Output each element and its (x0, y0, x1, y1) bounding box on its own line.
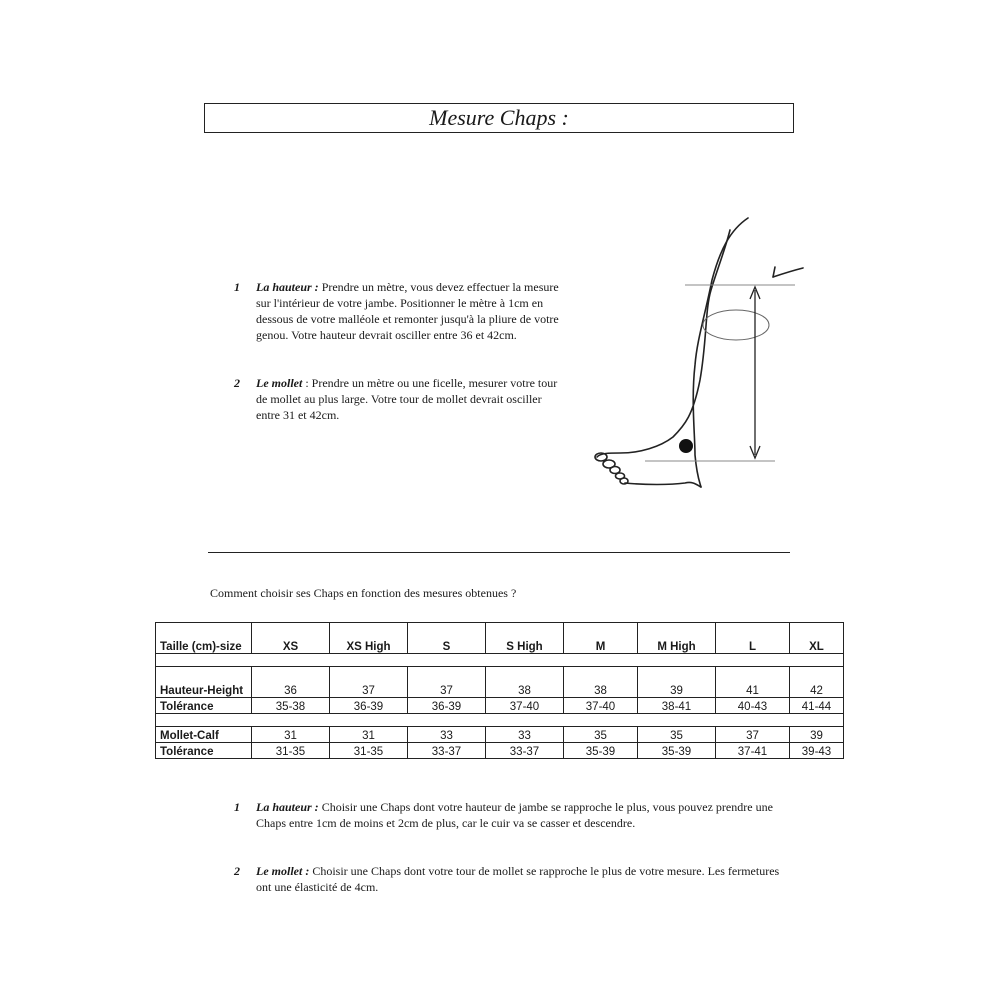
height-cell: 38 (564, 667, 638, 698)
calf-cell: 33 (486, 727, 564, 743)
leg-front-outline (597, 230, 730, 457)
height-tolerance-row (156, 698, 844, 714)
instruction-text: Choisir une Chaps dont votre tour de mollet se rapproche le plus de votre mesure. Les fermetures ont une élasticité de 4cm. (256, 864, 780, 894)
calf-measure-ellipse (703, 310, 769, 340)
calf-cell: 37 (716, 727, 790, 743)
height-cell: 38 (486, 667, 564, 698)
height-cell: 41 (716, 667, 790, 698)
tolerance-cell: 37-40 (564, 698, 638, 714)
tolerance-cell: 40-43 (716, 698, 790, 714)
calf-cell: 31 (252, 727, 330, 743)
calf-cell: 39 (790, 727, 844, 743)
tolerance-cell: 36-39 (408, 698, 486, 714)
tolerance-label: Tolérance (156, 743, 252, 759)
tolerance-cell: 35-39 (638, 743, 716, 759)
instruction-term: La hauteur : (256, 280, 319, 294)
size-header-row (156, 623, 844, 654)
height-cell: 37 (408, 667, 486, 698)
page-title: Mesure Chaps : (204, 103, 794, 133)
size-cell: XS High (330, 623, 408, 654)
tolerance-cell: 33-37 (408, 743, 486, 759)
instruction-number: 2 (234, 376, 240, 390)
size-cell: M (564, 623, 638, 654)
calf-tolerance-row (156, 743, 844, 759)
spacer-cell (156, 714, 844, 727)
size-header-label: Taille (cm)-size (156, 623, 252, 654)
height-cell: 36 (252, 667, 330, 698)
tolerance-cell: 37-41 (716, 743, 790, 759)
spacer-cell (156, 654, 844, 667)
leg-measurement-illustration (585, 215, 805, 505)
size-cell: XL (790, 623, 844, 654)
tolerance-cell: 37-40 (486, 698, 564, 714)
table-question: Comment choisir ses Chaps en fonction des mesures obtenues ? (210, 586, 517, 600)
instruction-text: Prendre un mètre, vous devez effectuer la mesure sur l'intérieur de votre jambe. Positionner le mètre à 1cm en dessous de votre malléole et remonter jusqu'à la pliure de votre genou. Votre hauteur devrait osciller entre 36 et 42cm. (256, 280, 559, 342)
instruction-text: Choisir une Chaps dont votre hauteur de jambe se rapproche le plus, vous pouvez prendre une Chaps entre 1cm de moins et 2cm de plus, car le cuir va se casser et descendre. (256, 800, 773, 830)
instruction-text: : Prendre un mètre ou une ficelle, mesurer votre tour de mollet au plus large. Votre tour de mollet devrait osciller entre 31 et 42cm. (256, 376, 558, 422)
tolerance-label: Tolérance (156, 698, 252, 714)
instruction-term: La hauteur : (256, 800, 319, 814)
size-chart-table (155, 622, 844, 759)
tolerance-cell: 33-37 (486, 743, 564, 759)
height-cell: 42 (790, 667, 844, 698)
instruction-number: 2 (234, 864, 240, 878)
size-cell: S (408, 623, 486, 654)
height-row (156, 667, 844, 698)
instruction-term: Le mollet : (256, 864, 310, 878)
size-cell: S High (486, 623, 564, 654)
tolerance-cell: 35-39 (564, 743, 638, 759)
knee-line (773, 267, 775, 277)
calf-cell: 33 (408, 727, 486, 743)
height-cell: 37 (330, 667, 408, 698)
size-cell: L (716, 623, 790, 654)
tolerance-cell: 41-44 (790, 698, 844, 714)
foot-sole-outline (625, 482, 701, 487)
ankle-dot (679, 439, 693, 453)
calf-cell: 35 (564, 727, 638, 743)
spacer-row (156, 714, 844, 727)
height-cell: 39 (638, 667, 716, 698)
calf-cell: 35 (638, 727, 716, 743)
height-label: Hauteur-Height (156, 667, 252, 698)
size-cell: M High (638, 623, 716, 654)
tolerance-cell: 38-41 (638, 698, 716, 714)
tolerance-cell: 39-43 (790, 743, 844, 759)
tolerance-cell: 36-39 (330, 698, 408, 714)
calf-cell: 31 (330, 727, 408, 743)
knee-back-outline (773, 268, 803, 277)
spacer-row (156, 654, 844, 667)
tolerance-cell: 31-35 (330, 743, 408, 759)
size-cell: XS (252, 623, 330, 654)
instruction-term: Le mollet (256, 376, 303, 390)
section-divider (208, 552, 790, 553)
calf-label: Mollet-Calf (156, 727, 252, 743)
tolerance-cell: 31-35 (252, 743, 330, 759)
instruction-number: 1 (234, 280, 240, 294)
calf-row (156, 727, 844, 743)
instruction-number: 1 (234, 800, 240, 814)
tolerance-cell: 35-38 (252, 698, 330, 714)
